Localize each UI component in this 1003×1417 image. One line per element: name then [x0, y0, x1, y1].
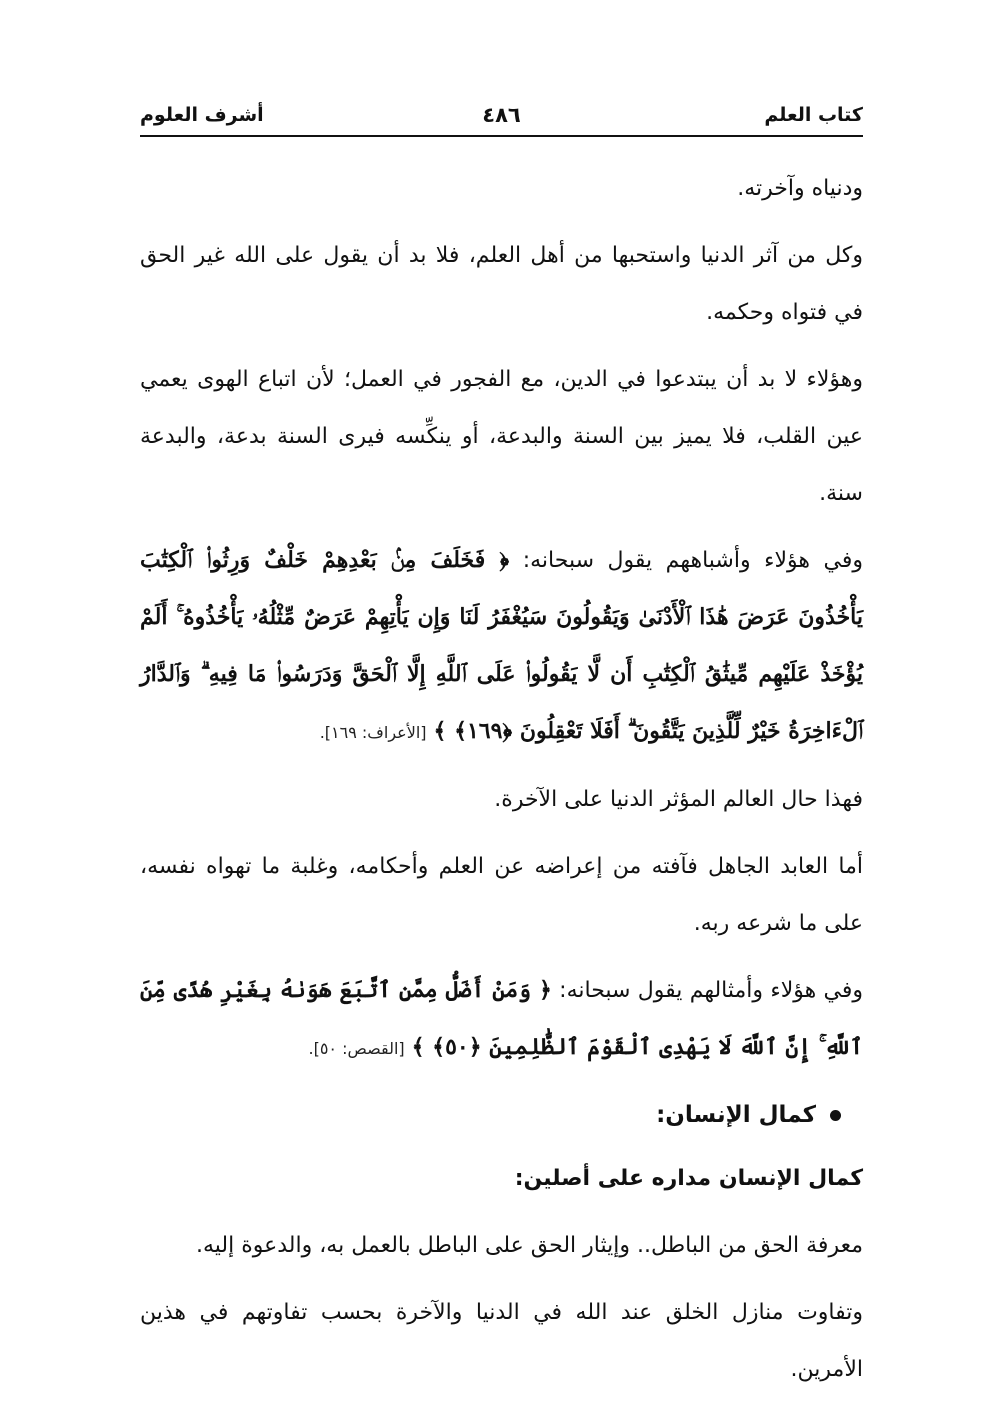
- subheading: كمال الإنسان مداره على أصلين:: [514, 1166, 863, 1191]
- paragraph: وتفاوت منازل الخلق عند الله في الدنيا والآخرة بحسب تفاوتهم في هذين الأمرين.: [140, 1300, 863, 1382]
- paragraph: أما العابد الجاهل فآفته من إعراضه عن العلم وأحكامه، وغلبة ما تهواه نفسه، على ما شرعه ربه.: [140, 854, 863, 936]
- quran-verse: ﴿ وَمَنْ أَضَلُّ مِمَّنِ ٱتَّبَعَ هَوَىٰهُ بِغَيْرِ هُدًى مِّنَ ٱللَّهِ ۚ إِنَّ ٱللَّهَ لَا يَهْدِى ٱلْقَوْمَ ٱلظَّٰلِمِينَ ﴿٥٠﴾ ﴾: [140, 977, 863, 1060]
- paragraph: وهؤلاء لا بد أن يبتدعوا في الدين، مع الفجور في العمل؛ لأن اتباع الهوى يعمي عين القلب، فلا يميز بين السنة والبدعة، أو ينكِّسه فيرى السنة بدعة، والبدعة سنة.: [140, 367, 863, 506]
- verse-intro: وفي هؤلاء وأمثالهم يقول سبحانه:: [551, 978, 863, 1003]
- verse-reference: [الأعراف: ١٦٩].: [319, 723, 427, 742]
- page-number: ٤٨٦: [482, 103, 521, 127]
- section-title: كمال الإنسان:: [656, 1102, 816, 1128]
- book-title: كتاب العلم: [764, 104, 863, 126]
- paragraph-with-verse: [140, 962, 863, 1077]
- paragraph: ودنياه وآخرته.: [737, 176, 863, 201]
- quran-verse: ﴿ فَخَلَفَ مِنۢ بَعْدِهِمْ خَلْفٌ وَرِثُوا۟ ٱلْكِتَٰبَ يَأْخُذُونَ عَرَضَ هَٰذَا ٱلْأَدْنَىٰ وَيَقُولُونَ سَيُغْفَرُ لَنَا وَإِن يَأْتِهِمْ عَرَضٌ مِّثْلُهُۥ يَأْخُذُوهُ ۚ أَلَمْ يُؤْخَذْ عَلَيْهِم مِّيثَٰقُ ٱلْكِتَٰبِ أَن لَّا يَقُولُوا۟ عَلَى ٱللَّهِ إِلَّا ٱلْحَقَّ وَدَرَسُوا۟ مَا فِيهِ ۗ وَٱلدَّارُ ٱلْءَاخِرَةُ خَيْرٌ لِّلَّذِينَ يَتَّقُونَ ۗ أَفَلَا تَعْقِلُونَ ﴿١٦٩﴾ ﴾: [140, 547, 863, 744]
- section-heading: [140, 1087, 863, 1144]
- header-rule: [140, 135, 863, 137]
- paragraph: معرفة الحق من الباطل.. وإيثار الحق على الباطل بالعمل به، والدعوة إليه.: [195, 1233, 863, 1258]
- chapter-title: أشرف العلوم: [140, 104, 264, 126]
- paragraph-with-verse: [140, 532, 863, 761]
- verse-reference: [القصص: ٥٠].: [308, 1039, 405, 1058]
- bullet-icon: [830, 1110, 841, 1121]
- verse-intro: وفي هؤلاء وأشباههم يقول سبحانه:: [509, 548, 863, 573]
- running-header: [140, 98, 863, 134]
- paragraph: فهذا حال العالم المؤثر الدنيا على الآخرة.: [494, 787, 863, 812]
- page-body: [140, 160, 863, 1408]
- paragraph: وكل من آثر الدنيا واستحبها من أهل العلم، فلا بد أن يقول على الله غير الحق في فتواه وحكمه.: [140, 243, 863, 325]
